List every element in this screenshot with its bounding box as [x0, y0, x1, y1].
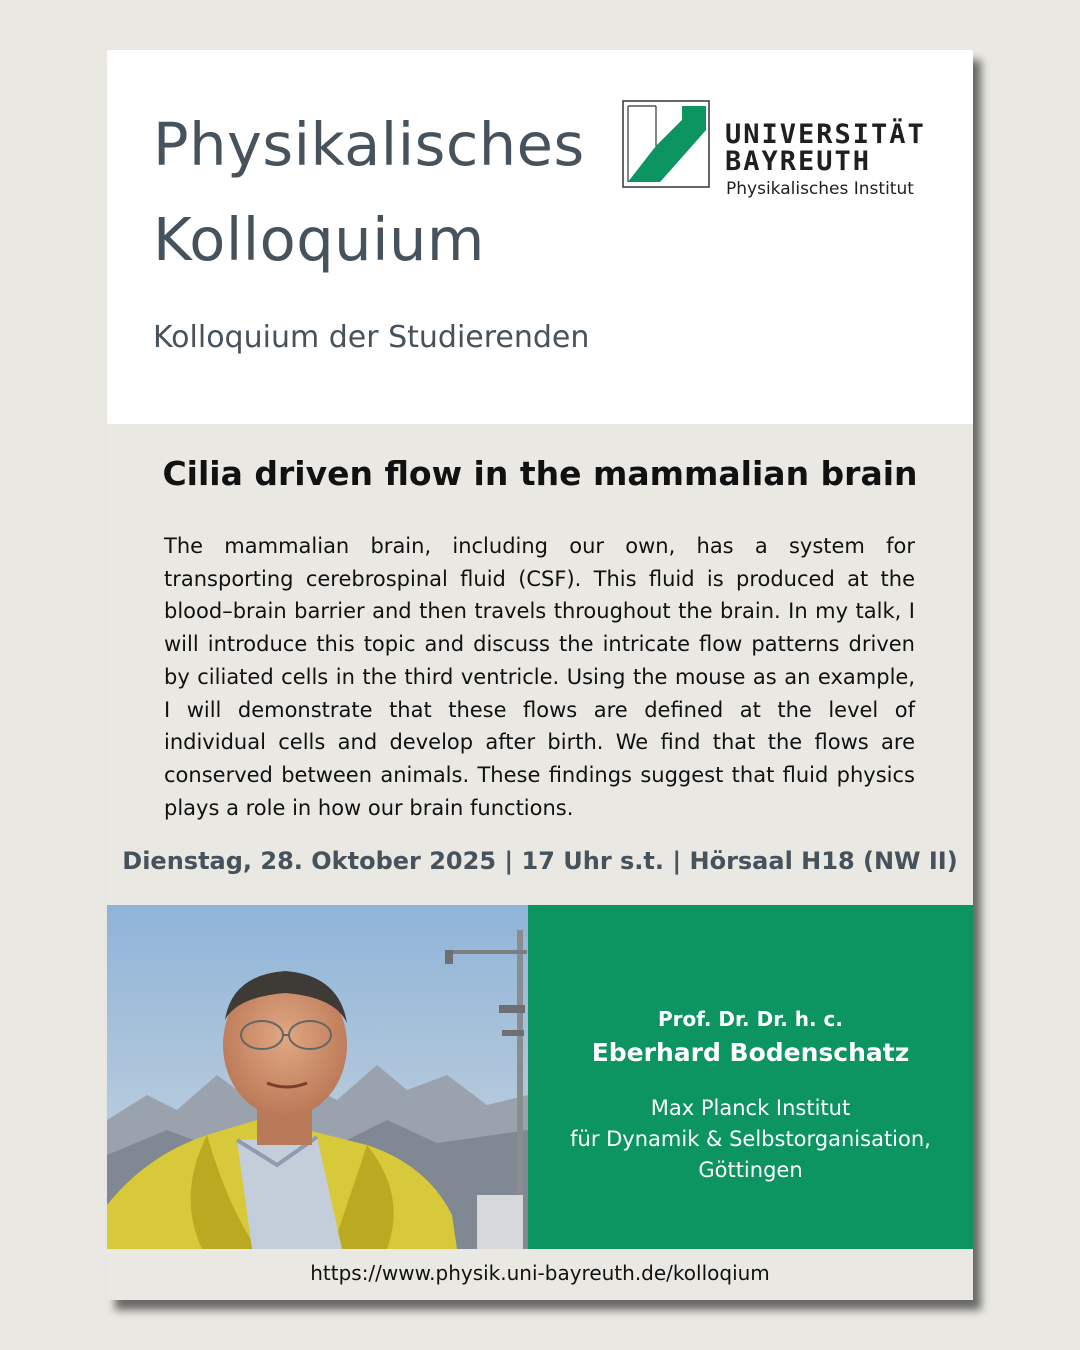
university-name-line-2: BAYREUTH [725, 146, 872, 177]
poster-title-line-2: Kolloquium [153, 205, 485, 274]
colloquium-url-link[interactable]: https://www.physik.uni-bayreuth.de/kolloqium [310, 1261, 770, 1285]
talk-section [107, 424, 973, 905]
speaker-institution-line-1: Max Planck Institut [650, 1096, 851, 1120]
speaker-portrait-image [107, 905, 528, 1249]
institute-name: Physikalisches Institut [726, 179, 914, 199]
speaker-institution-line-3: Göttingen [698, 1158, 803, 1182]
event-details: Dienstag, 28. Oktober 2025 | 17 Uhr s.t. | Hörsaal H18 (NW II) [122, 847, 958, 875]
speaker-photo [107, 905, 528, 1249]
speaker-panel [528, 905, 973, 1249]
talk-title: Cilia driven flow in the mammalian brain [162, 454, 918, 493]
university-logo [622, 100, 926, 199]
colloquium-poster [107, 50, 973, 1300]
university-name-line-1: UNIVERSITÄT [725, 119, 926, 150]
poster-subtitle: Kolloquium der Studierenden [153, 320, 590, 355]
talk-abstract: The mammalian brain, including our own, has a system for transporting cerebrospinal fluid (CSF). This fluid is produced at the blood–brain barrier and then travels throughout the brain. In my talk, I will introduce this topic and discuss the intricate flow patterns driven by ciliated cells in the third ventricle. Using the mouse as an example, I will demonstrate that these flows are defined at the level of individual cells and develop after birth. We find that the flows are conserved between animals. These findings suggest that fluid physics plays a role in how our brain functions. [164, 534, 915, 820]
university-logo-mark-icon [622, 100, 710, 188]
poster-footer [107, 1249, 973, 1300]
speaker-academic-title: Prof. Dr. Dr. h. c. [657, 1007, 844, 1031]
speaker-institution-line-2: für Dynamik & Selbstorganisation, [570, 1127, 931, 1151]
poster-header [107, 50, 973, 424]
speaker-name: Eberhard Bodenschatz [591, 1038, 910, 1067]
poster-title-line-1: Physikalisches [153, 110, 585, 179]
